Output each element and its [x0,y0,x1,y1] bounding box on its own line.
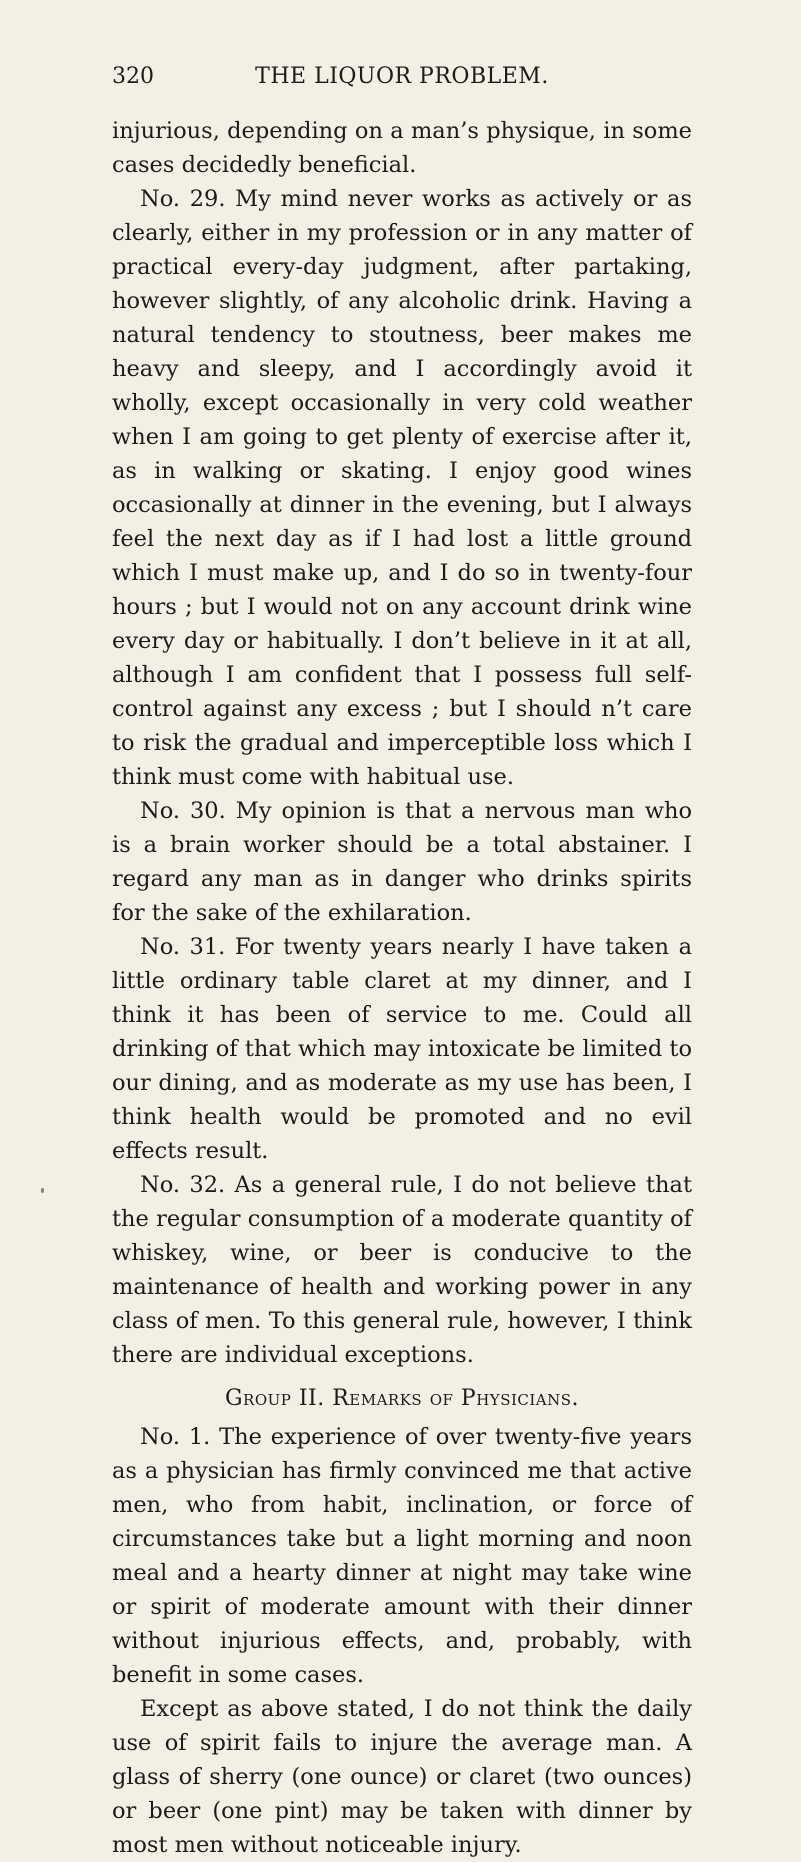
paragraph-no-32: No. 32. As a general rule, I do not believe that the regular consumption of a moderate quantity of whiskey, wine, or beer is conducive to the maintenance of health and working power in any class of men. To this general rule, however, I think there are individual exceptions. [112,1172,692,1368]
paragraph-no-29: No. 29. My mind never works as actively or as clearly, either in my profession or in any matter of practical every-day judgment, after partaking, however slightly, of any alcoholic drink. Having a natural tendency to stoutness, beer makes me heavy and sleepy, and I accordingly avoid it wholly, except occasionally in very cold weather when I am going to get plenty of exercise after it, as in walking or skating. I enjoy good wines occasionally at dinner in the evening, but I always feel the next day as if I had lost a little ground which I must make up, and I do so in twenty-four hours ; but I would not on any account drink wine every day or habitually. I don’t believe in it at all, although I am confident that I possess full self-control against any excess ; but I should n’t care to risk the gradual and imperceptible loss which I think must come with habitual use. [112,186,692,790]
paragraph-group2-no-1-continued: Except as above stated, I do not think the daily use of spirit fails to injure the average man. A glass of sherry (one ounce) or claret (two ounces) or beer (one pint) may be taken with dinner by most men without noticeable injury. [112,1696,692,1858]
paragraph-no-30: No. 30. My opinion is that a nervous man who is a brain worker should be a total abstainer. I regard any man as in danger who drinks spirits for the sake of the exhilaration. [112,798,692,926]
paragraph-continued: injurious, depending on a man’s physique, in some cases decidedly beneficial. [112,118,692,178]
page-header [112,64,692,94]
paragraph-no-31: No. 31. For twenty years nearly I have taken a little ordinary table claret at my dinner, and I think it has been of service to me. Could all drinking of that which may intoxicate be limited to our dining, and as moderate as my use has been, I think health would be promoted and no evil effects result. [112,934,692,1164]
paragraph-group2-no-1: No. 1. The experience of over twenty-five years as a physician has firmly convinced me that active men, who from habit, inclination, or force of circumstances take but a light morning and noon meal and a hearty dinner at night may take wine or spirit of moderate amount with their dinner without injurious effects, and, probably, with benefit in some cases. [112,1424,692,1688]
page-number: 320 [112,64,154,89]
section-heading: Group II. Remarks of Physicians. [224,1386,580,1411]
running-head: THE LIQUOR PROBLEM. [255,64,549,89]
paper-speck [41,1188,44,1193]
body-text [112,114,692,1862]
